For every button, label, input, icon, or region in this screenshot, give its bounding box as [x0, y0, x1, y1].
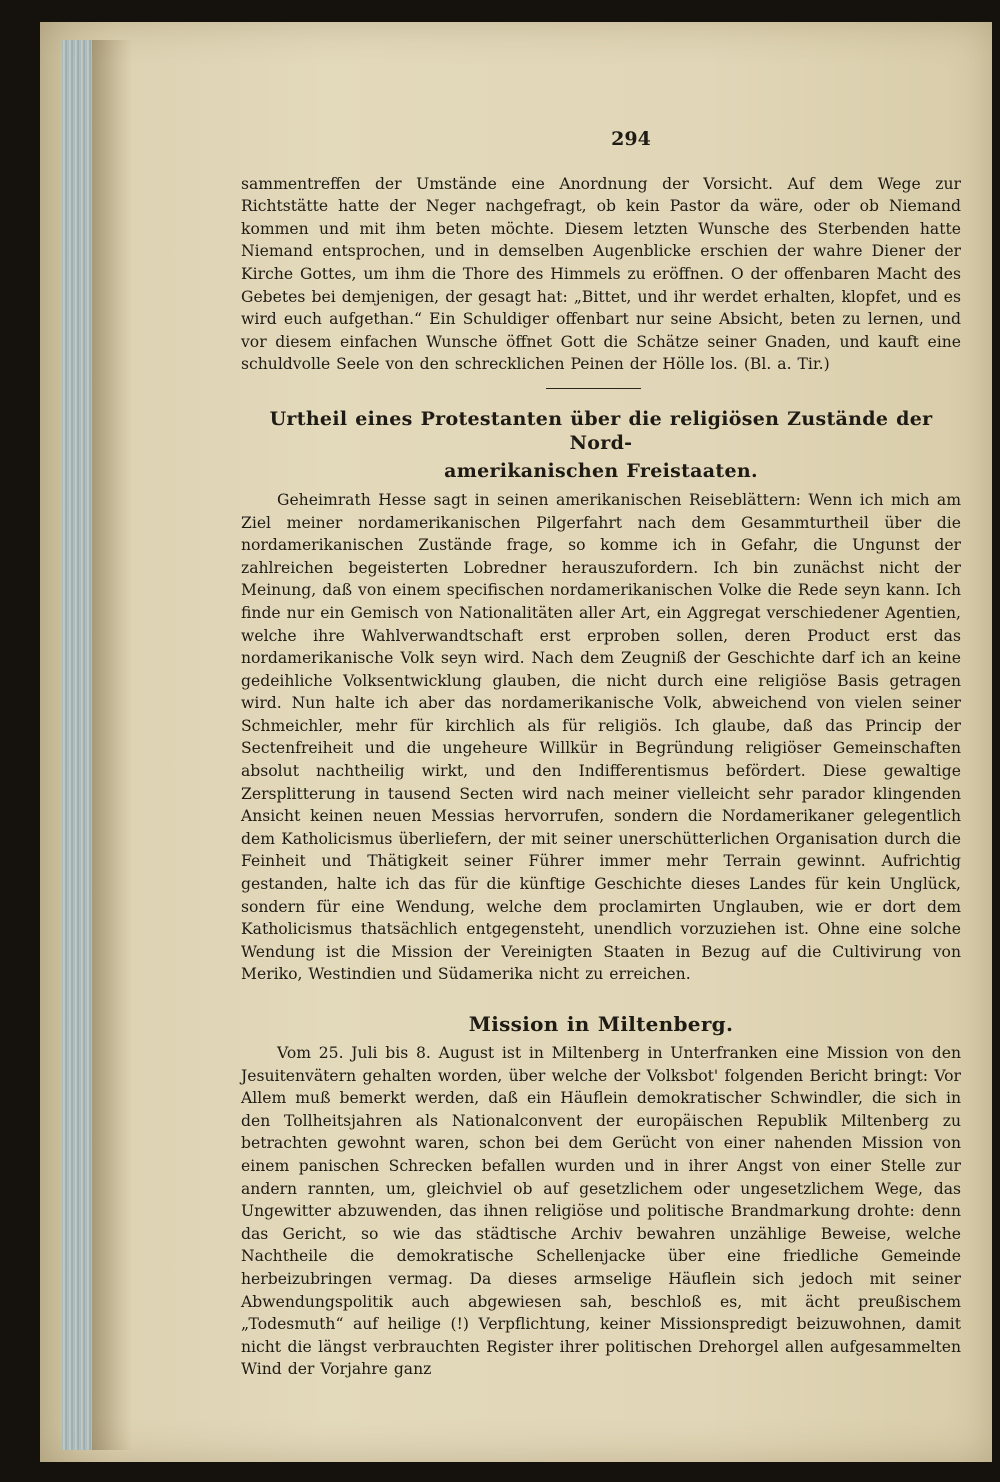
- section-heading-1-line-2: amerikanischen Freistaaten.: [444, 459, 758, 482]
- section-heading-1-line-1: Urtheil eines Protestanten über die religiösen Zustände der Nord-: [269, 407, 933, 454]
- section-divider: [546, 388, 641, 389]
- gutter-shadow: [92, 40, 132, 1450]
- section-heading-2: Mission in Miltenberg.: [468, 1012, 734, 1036]
- page-number: 294: [611, 128, 651, 150]
- section-1-body: Geheimrath Hesse sagt in seinen amerikanischen Reiseblättern: Wenn ich mich am Ziel meiner nordamerikanischen Pilgerfahrt nach dem Gesammturtheil über die nordamerikanischen Zustände frage, so komme ich in Gefahr, die Ungunst der zahlreichen begeisterten Lobredner herauszufordern. Ich bin zunächst nicht der Meinung, daß von einem specifischen nordamerikanischen Volke die Rede seyn kann. Ich finde nur ein Gemisch von Nationalitäten aller Art, ein Aggregat verschiedener Agentien, welche ihre Wahlverwandtschaft erst erproben sollen, deren Product erst das nordamerikanische Volk seyn wird. Nach dem Zeugniß der Geschichte darf ich an keine gedeihliche Volksentwicklung glauben, die nicht durch eine religiöse Basis getragen wird. Nun halte ich aber das nordamerikanische Volk, abweichend von vielen seiner Schmeichler, mehr für kirchlich als für religiös. Ich glaube, daß das Princip der Sectenfreiheit und die ungeheure Willkür in Begründung religiöser Gemeinschaften absolut nachtheilig wirkt, und den Indifferentismus befördert. Diese gewaltige Zersplitterung in tausend Secten wird nach meiner vielleicht sehr parador klingenden Ansicht keinen neuen Messias hervorrufen, sondern die Nordamerikaner gelegentlich dem Katholicismus überliefern, der mit seiner unerschütterlichen Organisation durch die Feinheit und Thätigkeit seiner Führer immer mehr Terrain gewinnt. Aufrichtig gestanden, halte ich das für die künftige Geschichte dieses Landes für kein Unglück, sondern für eine Wendung, welche dem proclamirten Unglauben, wie er dort dem Katholicismus thatsächlich entgegensteht, unendlich vorzuziehen ist. Ohne eine solche Wendung ist die Mission der Vereinigten Staaten in Bezug auf die Cultivirung von Meriko, Westindien und Südamerika nicht zu erreichen.: [241, 490, 961, 984]
- continued-paragraph: sammentreffen der Umstände eine Anordnung der Vorsicht. Auf dem Wege zur Richtstätte hatte der Neger nachgefragt, ob kein Pastor da wäre, oder ob Niemand kommen und mit ihm beten möchte. Diesem letzten Wunsche des Sterbenden hatte Niemand entsprochen, und in demselben Augenblicke erschien der wahre Diener der Kirche Gottes, um ihm die Thore des Himmels zu eröffnen. O der offenbaren Macht des Gebetes bei demjenigen, der gesagt hat: „Bittet, und ihr werdet erhalten, klopfet, und es wird euch aufgethan.“ Ein Schuldiger offenbart nur seine Absicht, beten zu lernen, und vor diesem einfachen Wunsche öffnet Gott die Schätze seiner Gnaden, und kauft eine schuldvolle Seele von den schrecklichen Peinen der Hölle los. (Bl. a. Tir.): [241, 174, 961, 374]
- page-text: [241, 128, 961, 1381]
- book-spine-edge: [62, 40, 92, 1450]
- section-2-body: Vom 25. Juli bis 8. August ist in Miltenberg in Unterfranken eine Mission von den Jesuitenvätern gehalten worden, über welche der Volksbot' folgenden Bericht bringt: Vor Allem muß bemerkt werden, daß ein Häuflein demokratischer Schwindler, die sich in den Tollheitsjahren als Nationalconvent der europäischen Republik Miltenberg zu betrachten gewohnt waren, schon bei dem Gerücht von einer nahenden Mission von einem panischen Schrecken befallen wurden und in ihrer Angst von einer Stelle zur andern rannten, um, gleichviel ob auf gesetzlichem oder ungesetzlichem Wege, das Ungewitter abzuwenden, das ihnen religiöse und politische Brandmarkung drohte: denn das Gericht, so wie das städtische Archiv bewahren unzählige Beweise, welche Nachtheile die demokratische Schellenjacke über eine friedliche Gemeinde herbeizubringen vermag. Da dieses armselige Häuflein sich jedoch mit seiner Abwendungspolitik auch abgewiesen sah, beschloß es, mit ächt preußischem „Todesmuth“ auf heilige (!) Verpflichtung, keiner Missionspredigt beizuwohnen, damit nicht die längst verbrauchten Register ihrer politischen Drehorgel allen aufgesammelten Wind der Vorjahre ganz: [241, 1044, 961, 1379]
